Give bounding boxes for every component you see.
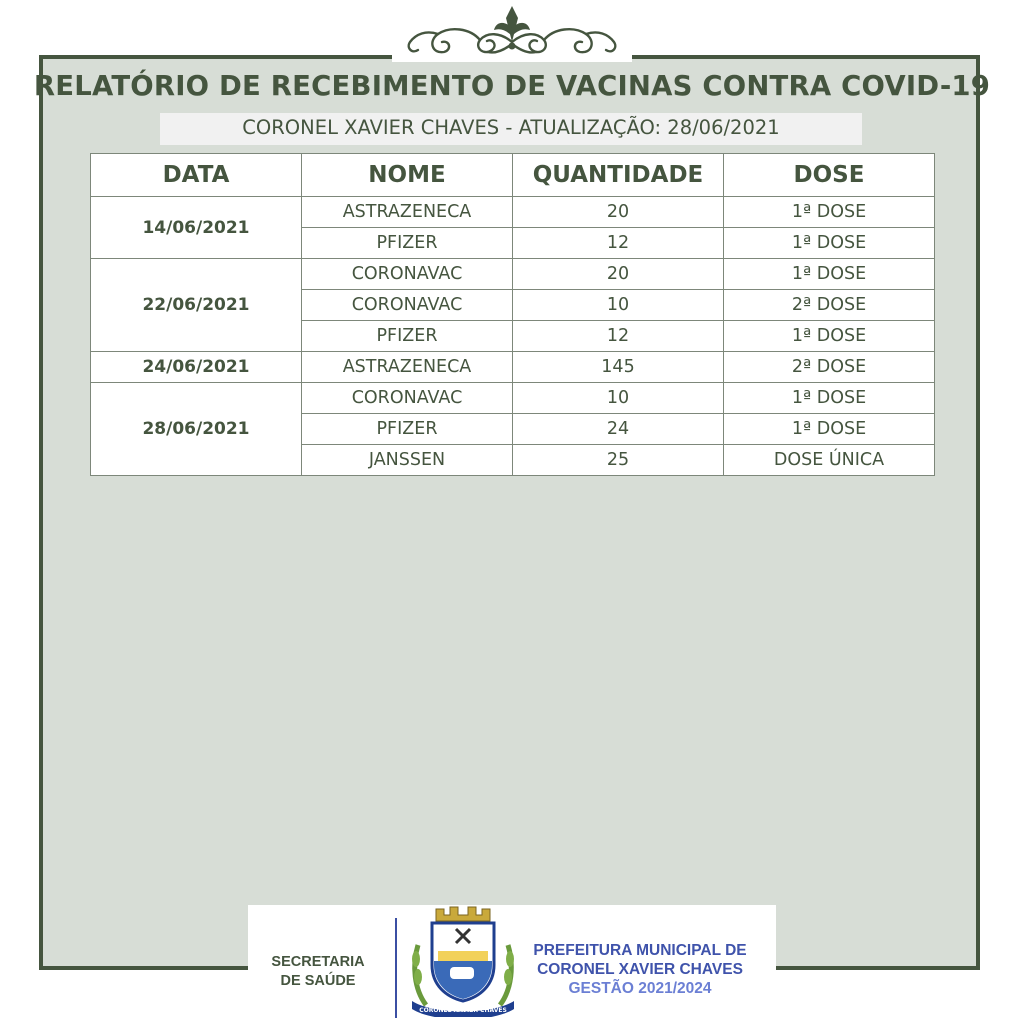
- table-row: [91, 352, 935, 383]
- date-cell: 22/06/2021: [91, 259, 302, 352]
- name-cell: PFIZER: [302, 414, 513, 445]
- name-cell: JANSSEN: [302, 445, 513, 476]
- report-subtitle: CORONEL XAVIER CHAVES - ATUALIZAÇÃO: 28/06/2021: [242, 116, 780, 139]
- secretaria-line-2: DE SAÚDE: [280, 973, 356, 989]
- secretaria-line-1: SECRETARIA: [271, 954, 365, 970]
- header-dose: DOSE: [724, 154, 935, 197]
- prefeitura-line-1: PREFEITURA MUNICIPAL DE: [533, 942, 747, 959]
- quantity-cell: 12: [513, 228, 724, 259]
- dose-cell: 1ª DOSE: [724, 228, 935, 259]
- dose-cell: 1ª DOSE: [724, 197, 935, 228]
- report-title: RELATÓRIO DE RECEBIMENTO DE VACINAS CONTRA COVID-19: [33, 70, 991, 102]
- name-cell: CORONAVAC: [302, 383, 513, 414]
- crest-banner-text: CORONEL XAVIER CHAVES: [419, 1007, 507, 1014]
- name-cell: PFIZER: [302, 321, 513, 352]
- quantity-cell: 20: [513, 259, 724, 290]
- ornament-flourish-icon: [392, 2, 632, 62]
- table-row: [91, 383, 935, 414]
- dose-cell: DOSE ÚNICA: [724, 445, 935, 476]
- quantity-cell: 25: [513, 445, 724, 476]
- date-cell: 14/06/2021: [91, 197, 302, 259]
- name-cell: ASTRAZENECA: [302, 352, 513, 383]
- municipal-crest-icon: [404, 905, 522, 1017]
- quantity-cell: 145: [513, 352, 724, 383]
- quantity-cell: 24: [513, 414, 724, 445]
- dose-cell: 2ª DOSE: [724, 352, 935, 383]
- dose-cell: 2ª DOSE: [724, 290, 935, 321]
- date-cell: 28/06/2021: [91, 383, 302, 476]
- quantity-cell: 12: [513, 321, 724, 352]
- name-cell: CORONAVAC: [302, 290, 513, 321]
- vaccine-table: [90, 153, 935, 476]
- secretaria-label: [250, 953, 386, 991]
- name-cell: PFIZER: [302, 228, 513, 259]
- date-cell: 24/06/2021: [91, 352, 302, 383]
- header-nome: NOME: [302, 154, 513, 197]
- quantity-cell: 10: [513, 383, 724, 414]
- table-row: [91, 259, 935, 290]
- table-header-row: [91, 154, 935, 197]
- header-data: DATA: [91, 154, 302, 197]
- quantity-cell: 20: [513, 197, 724, 228]
- table-row: [91, 197, 935, 228]
- header-quantidade: QUANTIDADE: [513, 154, 724, 197]
- dose-cell: 1ª DOSE: [724, 383, 935, 414]
- dose-cell: 1ª DOSE: [724, 259, 935, 290]
- prefeitura-line-2: CORONEL XAVIER CHAVES: [537, 961, 743, 978]
- quantity-cell: 10: [513, 290, 724, 321]
- dose-cell: 1ª DOSE: [724, 414, 935, 445]
- name-cell: CORONAVAC: [302, 259, 513, 290]
- gestao-line: GESTÃO 2021/2024: [568, 980, 712, 997]
- footer-divider: [395, 918, 397, 1018]
- dose-cell: 1ª DOSE: [724, 321, 935, 352]
- name-cell: ASTRAZENECA: [302, 197, 513, 228]
- prefeitura-label: [520, 941, 760, 998]
